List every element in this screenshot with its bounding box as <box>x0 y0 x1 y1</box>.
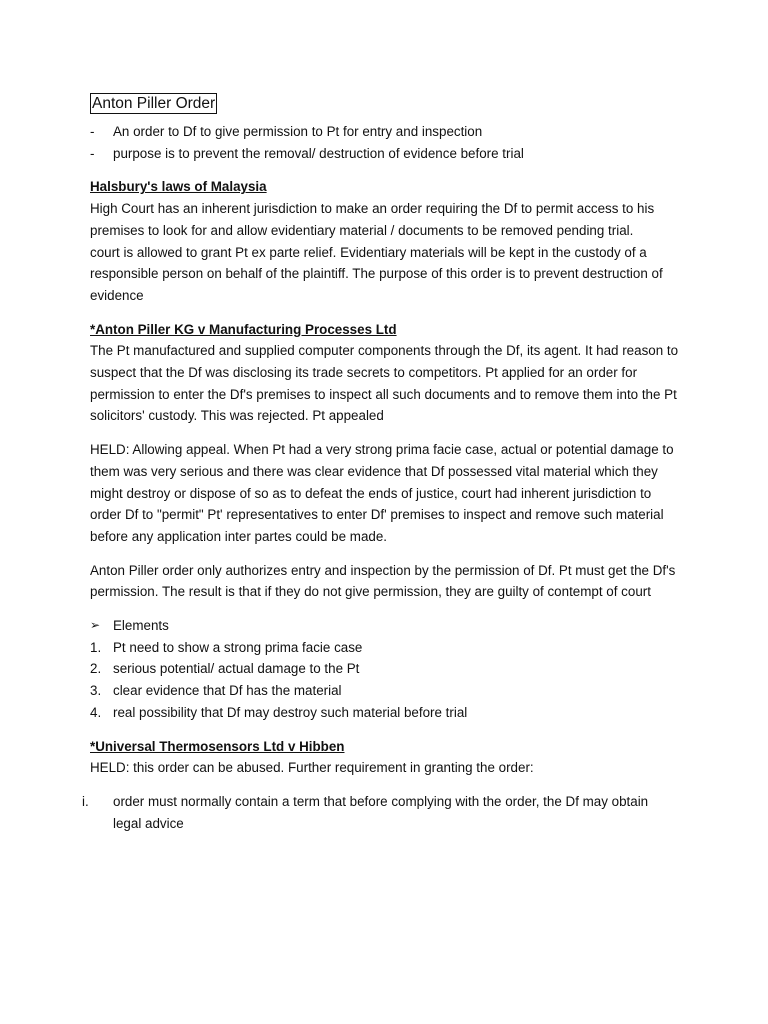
list-number: 2. <box>90 661 102 677</box>
halsbury-section <box>90 176 680 306</box>
list-item <box>90 121 680 143</box>
list-item <box>90 702 680 724</box>
case-anton-piller-held: HELD: Allowing appeal. When Pt had a very strong prima facie case, actual or potential damage to them was very serious and there was clear evidence that Df possessed vital material which they might destroy or dispose of so as to defeat the ends of justice, court had inherent jurisdiction to order Df to "permit" Pt' representatives to enter Df' premises to inspect and remove such material before any application inter partes could be made. <box>90 442 674 544</box>
list-number: 1. <box>90 639 102 655</box>
list-item <box>82 791 680 834</box>
case-universal-held: HELD: this order can be abused. Further requirement in granting the order: <box>90 760 534 776</box>
elements-label-item <box>90 615 680 637</box>
case-anton-piller-section <box>90 319 680 428</box>
list-item <box>90 658 680 680</box>
list-item <box>90 143 680 165</box>
list-item-text: clear evidence that Df has the material <box>113 683 342 699</box>
dash-bullet: - <box>90 145 95 161</box>
case-universal-section <box>90 736 680 779</box>
case-anton-piller-facts: The Pt manufactured and supplied computer components through the Df, its agent. It had reason to suspect that the Df was disclosing its trade secrets to competitors. Pt applied for an order for permission to enter the Df's premises to inspect all such documents and to remove them into the Pt solicitors' custody. This was rejected. Pt appealed <box>90 343 679 424</box>
list-item <box>90 680 680 702</box>
list-number: 4. <box>90 704 102 720</box>
halsbury-heading: Halsbury's laws of Malaysia <box>90 179 267 195</box>
case-anton-piller-note: Anton Piller order only authorizes entry and inspection by the permission of Df. Pt must get the Df's permission. The result is that if they do not give permission, they are guilty of contempt of court <box>90 562 676 600</box>
list-item-text: order must normally contain a term that before complying with the order, the Df may obtain legal advice <box>113 793 649 831</box>
list-item <box>90 637 680 659</box>
elements-list <box>90 637 680 724</box>
halsbury-paragraph-1: High Court has an inherent jurisdiction to make an order requiring the Df to permit access to his premises to look for and allow evidentiary material / documents to be removed pending trial. <box>90 201 655 238</box>
list-item-text: serious potential/ actual damage to the Pt <box>113 661 360 677</box>
list-item-text: real possibility that Df may destroy such material before trial <box>113 704 468 720</box>
list-number: 3. <box>90 683 102 699</box>
case-anton-piller-heading: *Anton Piller KG v Manufacturing Processes Ltd <box>90 321 397 337</box>
halsbury-paragraph-2: court is allowed to grant Pt ex parte relief. Evidentiary materials will be kept in the custody of a responsible person on behalf of the plaintiff. The purpose of this order is to prevent destruction of evidence <box>90 244 663 303</box>
arrow-bullet-icon: ➢ <box>90 618 101 633</box>
list-roman-numeral: i. <box>82 793 89 809</box>
list-item-text: purpose is to prevent the removal/ destruction of evidence before trial <box>113 145 524 161</box>
list-item-text: An order to Df to give permission to Pt for entry and inspection <box>113 124 483 139</box>
document-page <box>82 93 680 834</box>
page-title: Anton Piller Order <box>92 95 216 112</box>
intro-list <box>90 121 680 164</box>
elements-section <box>90 615 680 724</box>
dash-bullet: - <box>90 124 95 139</box>
list-item-text: Pt need to show a strong prima facie case <box>113 639 363 655</box>
case-universal-heading: *Universal Thermosensors Ltd v Hibben <box>90 738 345 754</box>
elements-label: Elements <box>113 618 169 634</box>
requirements-list <box>82 791 680 834</box>
